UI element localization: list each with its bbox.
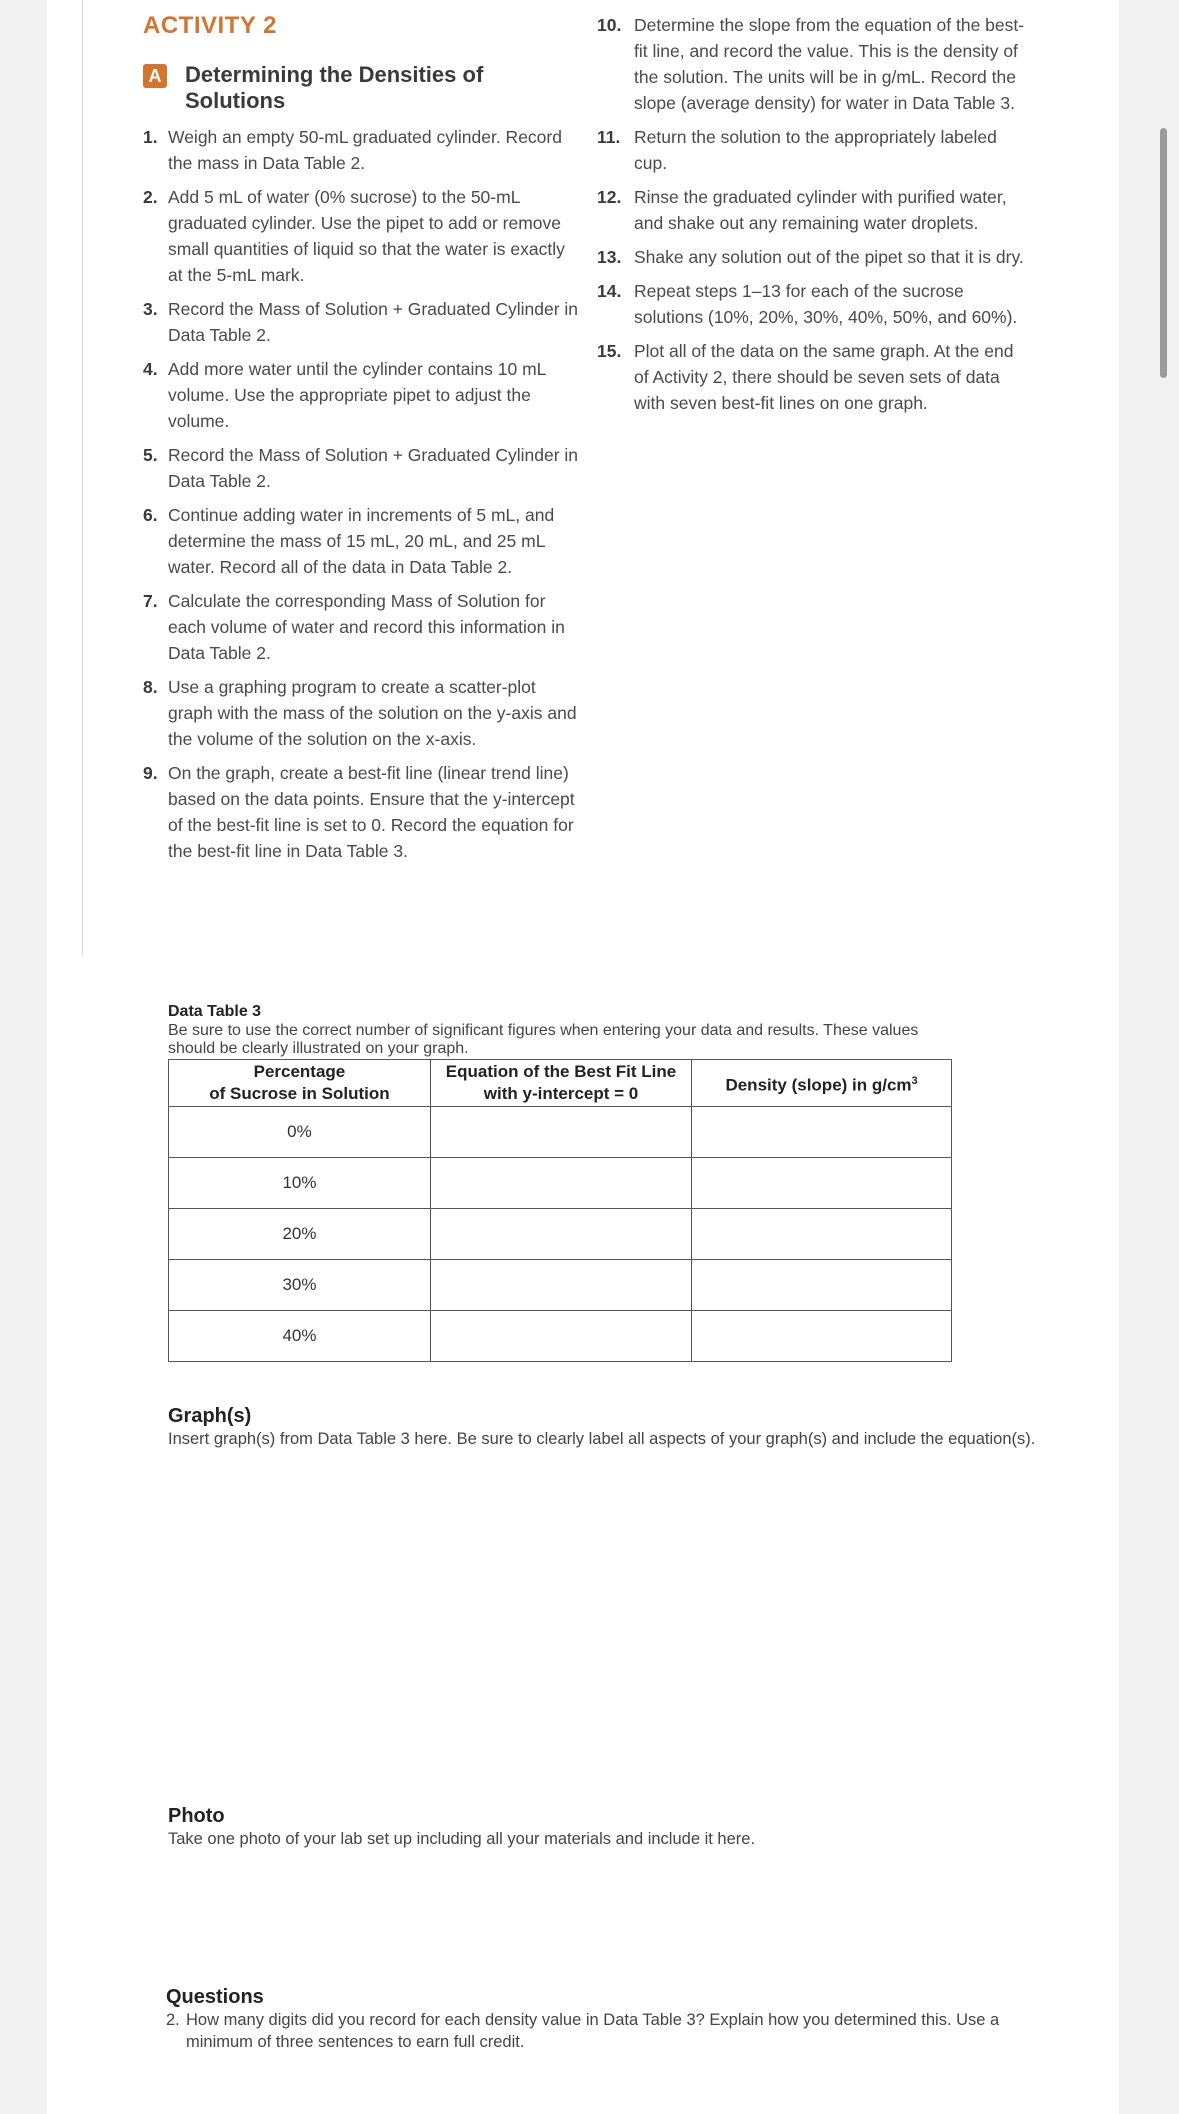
procedure-step [143, 674, 583, 752]
questions-title: Questions [166, 1986, 264, 2008]
procedure-step [143, 502, 583, 580]
header-equation: Equation of the Best Fit Line with y-intercept = 0 [430, 1060, 691, 1107]
section-badge: A [143, 64, 167, 88]
header-density: Density (slope) in $g/cm^3$ [692, 1060, 952, 1107]
photo-title: Photo [168, 1805, 225, 1827]
step-number: 4. [143, 359, 158, 379]
percent-cell: 20% [169, 1209, 431, 1260]
step-number: 12. [597, 187, 622, 207]
step-text: On the graph, create a best-fit line (linear trend line) based on the data points. Ensure that the y-intercept of the best-fit line is set to 0. Record the equation for the best-fit line in Data Table 3. [168, 763, 575, 861]
table-row [169, 1158, 952, 1209]
step-text: Plot all of the data on the same graph. At the end of Activity 2, there should be seven sets of data with seven best-fit lines on one graph. [634, 341, 1014, 413]
density-cell[interactable] [692, 1107, 952, 1158]
step-text: Repeat steps 1–13 for each of the sucrose solutions (10%, 20%, 30%, 40%, 50%, and 60%). [634, 281, 1018, 327]
procedure-step [597, 184, 1027, 236]
procedure-steps-left [143, 124, 583, 872]
density-cell[interactable] [692, 1158, 952, 1209]
procedure-step [597, 12, 1027, 116]
photo-block [168, 1804, 1038, 1850]
step-number: 5. [143, 445, 158, 465]
step-text: Continue adding water in increments of 5 mL, and determine the mass of 15 mL, 20 mL, and 25 mL water. Record all of the data in Data Table 2. [168, 505, 555, 577]
data-table-3 [168, 1059, 952, 1362]
procedure-step [143, 442, 583, 494]
step-number: 14. [597, 281, 622, 301]
procedure-step [143, 124, 583, 176]
step-number: 11. [597, 127, 621, 147]
graphs-title: Graph(s) [168, 1405, 252, 1427]
step-text: Record the Mass of Solution + Graduated Cylinder in Data Table 2. [168, 445, 579, 491]
step-text: Weigh an empty 50-mL graduated cylinder. Record the mass in Data Table 2. [168, 127, 562, 173]
header-percentage: Percentage of Sucrose in Solution [169, 1060, 431, 1107]
activity-title: ACTIVITY 2 [143, 12, 277, 39]
density-cell[interactable] [692, 1260, 952, 1311]
data-table-title: Data Table 3 [168, 1003, 262, 1020]
step-number: 9. [143, 763, 158, 783]
step-text: Rinse the graduated cylinder with purified water, and shake out any remaining water droplets. [634, 187, 1007, 233]
question-number: 2. [166, 2011, 180, 2029]
step-number: 2. [143, 187, 158, 207]
step-number: 3. [143, 299, 158, 319]
graphs-block [168, 1404, 1038, 1450]
question-item [166, 2009, 1036, 2053]
step-number: 10. [597, 15, 622, 35]
percent-cell: 30% [169, 1260, 431, 1311]
equation-cell[interactable] [430, 1158, 691, 1209]
data-table-3-block [168, 1002, 978, 1362]
questions-block [166, 1985, 1036, 2053]
data-table-note: Be sure to use the correct number of significant figures when entering your data and results. These values should be clearly illustrated on your graph. [168, 1022, 919, 1057]
step-text: Determine the slope from the equation of the best-fit line, and record the value. This is the density of the solution. The units will be in g/mL. Record the slope (average density) for water in Data Table 3. [634, 15, 1025, 113]
step-number: 8. [143, 677, 158, 697]
procedure-step [143, 296, 583, 348]
step-text: Shake any solution out of the pipet so that it is dry. [634, 247, 1024, 267]
procedure-step [143, 356, 583, 434]
step-number: 13. [597, 247, 622, 267]
percent-cell: 10% [169, 1158, 431, 1209]
procedure-step [597, 338, 1027, 416]
equation-cell[interactable] [430, 1260, 691, 1311]
scrollbar[interactable] [1160, 128, 1167, 378]
procedure-step [143, 588, 583, 666]
table-row [169, 1107, 952, 1158]
question-text: How many digits did you record for each density value in Data Table 3? Explain how you determined this. Use a minimum of three sentences to earn full credit. [186, 2011, 1000, 2051]
procedure-steps-right [597, 12, 1027, 424]
step-text: Record the Mass of Solution + Graduated Cylinder in Data Table 2. [168, 299, 579, 345]
graphs-instructions: Insert graph(s) from Data Table 3 here. Be sure to clearly label all aspects of your graph(s) and include the equation(s). [168, 1430, 1036, 1448]
density-cell[interactable] [692, 1311, 952, 1362]
procedure-step [143, 760, 583, 864]
procedure-step [597, 244, 1027, 270]
equation-cell[interactable] [430, 1107, 691, 1158]
percent-cell: 0% [169, 1107, 431, 1158]
step-text: Add more water until the cylinder contains 10 mL volume. Use the appropriate pipet to adjust the volume. [168, 359, 546, 431]
table-row [169, 1260, 952, 1311]
step-text: Return the solution to the appropriately labeled cup. [634, 127, 997, 173]
equation-cell[interactable] [430, 1311, 691, 1362]
step-text: Calculate the corresponding Mass of Solution for each volume of water and record this information in Data Table 2. [168, 591, 565, 663]
table-row [169, 1209, 952, 1260]
step-text: Add 5 mL of water (0% sucrose) to the 50-mL graduated cylinder. Use the pipet to add or remove small quantities of liquid so that the water is exactly at the 5-mL mark. [168, 187, 565, 285]
step-number: 7. [143, 591, 158, 611]
step-text: Use a graphing program to create a scatter-plot graph with the mass of the solution on the y-axis and the volume of the solution on the x-axis. [168, 677, 577, 749]
table-header-row [169, 1060, 952, 1107]
photo-instructions: Take one photo of your lab set up including all your materials and include it here. [168, 1830, 756, 1848]
table-row [169, 1311, 952, 1362]
step-number: 15. [597, 341, 622, 361]
step-number: 6. [143, 505, 158, 525]
procedure-step [143, 184, 583, 288]
margin-line [82, 0, 83, 955]
percent-cell: 40% [169, 1311, 431, 1362]
section-title: Determining the Densities of Solutions [185, 62, 484, 113]
density-cell[interactable] [692, 1209, 952, 1260]
procedure-step [597, 124, 1027, 176]
equation-cell[interactable] [430, 1209, 691, 1260]
step-number: 1. [143, 127, 158, 147]
procedure-step [597, 278, 1027, 330]
